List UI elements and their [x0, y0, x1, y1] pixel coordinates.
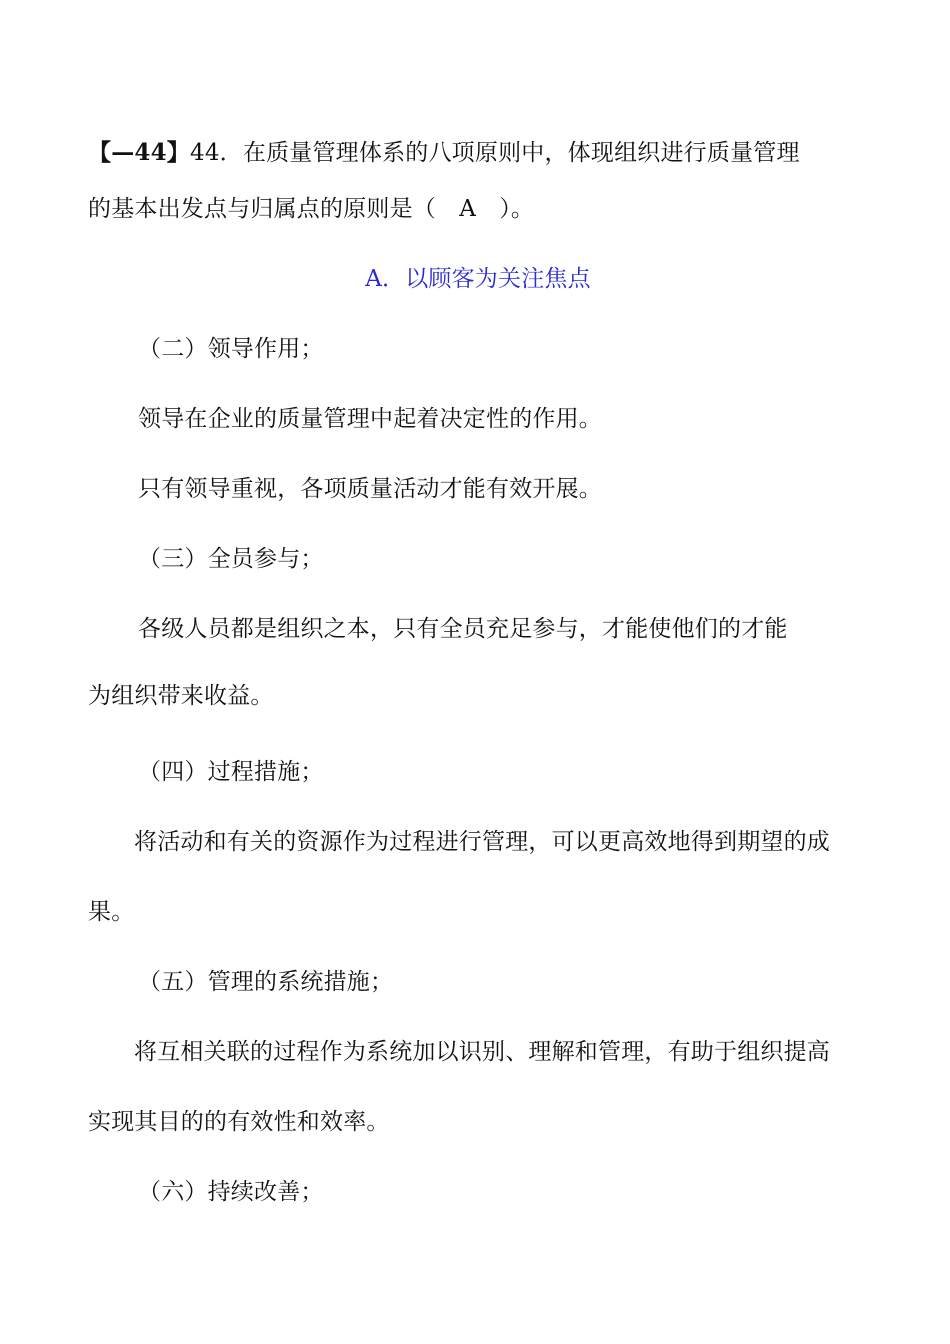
heading-involvement: （三）全员参与； — [138, 546, 324, 572]
paragraph-line: 将活动和有关的资源作为过程进行管理，可以更高效地得到期望的成 — [134, 829, 830, 855]
heading-improvement: （六）持续改善； — [138, 1179, 324, 1205]
question-line-1 — [88, 137, 868, 169]
question-number: 【—44】 — [88, 139, 191, 166]
question-text: 44．在质量管理体系的八项原则中，体现组织进行质量管理 — [190, 140, 800, 166]
paragraph-line: 果。 — [88, 899, 135, 925]
paragraph-line: 领导在企业的质量管理中起着决定性的作用。 — [138, 406, 602, 432]
paragraph-line: 各级人员都是组织之本，只有全员充足参与，才能使他们的才能 — [138, 616, 788, 642]
heading-system: （五）管理的系统措施； — [138, 969, 394, 995]
answer-line: A．以顾客为关注焦点 — [365, 266, 591, 292]
heading-leadership: （二）领导作用； — [138, 336, 324, 362]
paragraph-line: 实现其目的的有效性和效率。 — [88, 1109, 390, 1135]
question-line-2: 的基本出发点与归属点的原则是（ A ）。 — [88, 196, 535, 222]
paragraph-line: 为组织带来收益。 — [88, 683, 274, 709]
paragraph-line: 将互相关联的过程作为系统加以识别、理解和管理，有助于组织提高 — [134, 1039, 830, 1065]
heading-process: （四）过程措施； — [138, 759, 324, 785]
paragraph-line: 只有领导重视，各项质量活动才能有效开展。 — [138, 476, 602, 502]
